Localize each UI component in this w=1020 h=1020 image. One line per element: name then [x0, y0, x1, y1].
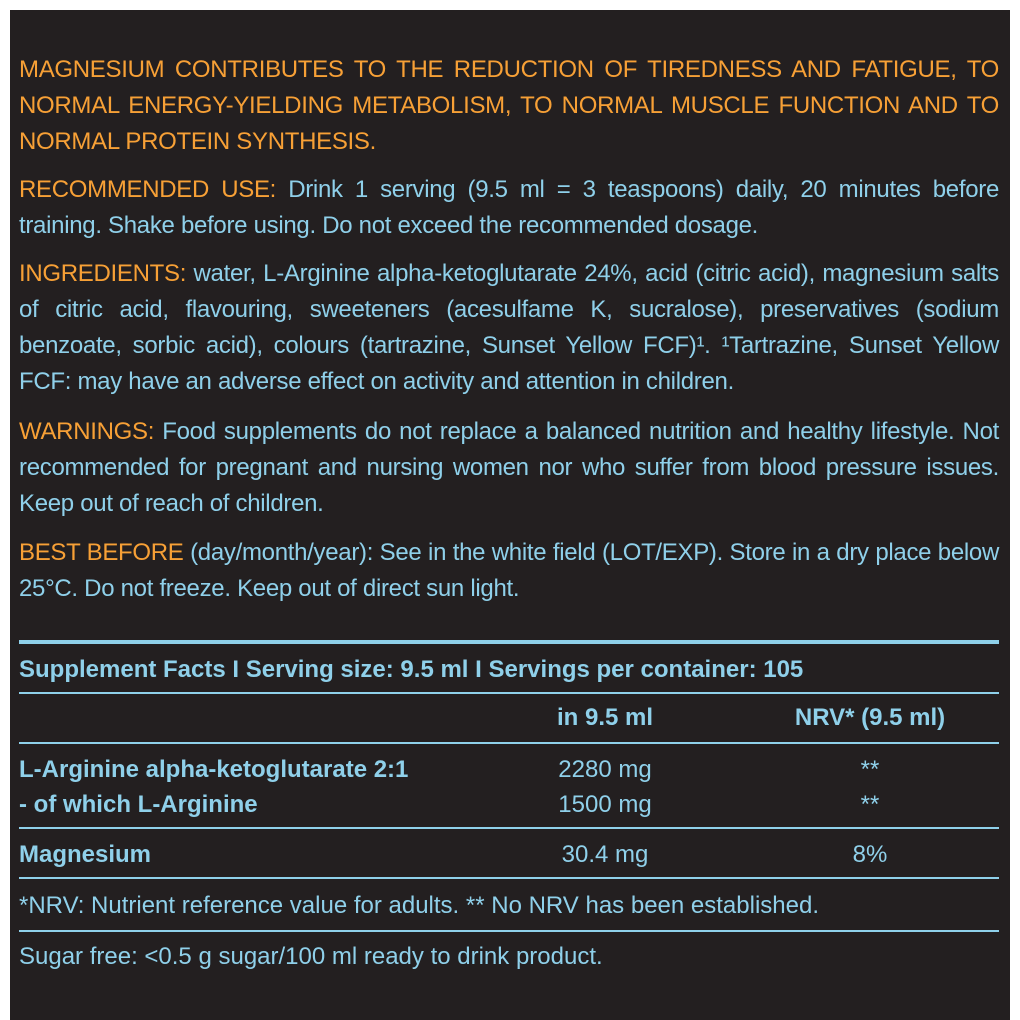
supplement-facts-header: Supplement Facts I Serving size: 9.5 ml I Servings per container: 105: [19, 656, 804, 683]
recommended-use-text: Drink 1 serving (9.5 ml = 3 teaspoons) daily, 20 minutes before training. Shake before using. Do not exceed the recommended dosage.: [19, 176, 999, 239]
warnings-text: Food supplements do not replace a balanced nutrition and healthy lifestyle. Not recommended for pregnant and nursing women nor who suffer from blood pressure issues. Keep out of reach of children.: [19, 418, 999, 517]
recommended-use-section: [19, 172, 999, 244]
label-panel: [10, 10, 1010, 1020]
nrv-footnote: *NRV: Nutrient reference value for adults. ** No NRV has been established.: [19, 892, 819, 919]
row-nrv-arginine-akg: **: [860, 756, 880, 783]
row-name-arginine-akg: L-Arginine alpha-ketoglutarate 2:1: [19, 756, 409, 783]
header-rule: [19, 692, 999, 694]
best-before-text: (day/month/year): See in the white field (LOT/EXP). Store in a dry place below 25°C. Do not freeze. Keep out of direct sun light.: [19, 539, 999, 602]
row-amount-arginine-akg: 2280 mg: [558, 756, 652, 783]
table-top-rule: [19, 640, 999, 644]
nrv-column-header: NRV* (9.5 ml): [794, 704, 946, 731]
row-amount-arginine: 1500 mg: [558, 791, 652, 818]
ingredients-text: water, L-Arginine alpha-ketoglutarate 24%, acid (citric acid), magnesium salts of citric acid, flavouring, sweeteners (acesulfame K, sucralose), preservatives (sodium benzoate, sorbic acid), colours (tartrazine, Sunset Yellow FCF)¹. ¹Tartrazine, Sunset Yellow FCF: may have an adverse effect on activity and attention in children.: [19, 260, 999, 395]
footnote-rule: [19, 930, 999, 932]
row-rule-2: [19, 877, 999, 879]
warnings-section: [19, 414, 999, 522]
recommended-use-label: RECOMMENDED USE:: [19, 176, 277, 203]
health-claim: MAGNESIUM CONTRIBUTES TO THE REDUCTION OF TIREDNESS AND FATIGUE, TO NORMAL ENERGY-YIELDING METABOLISM, TO NORMAL MUSCLE FUNCTION AND TO NORMAL PROTEIN SYNTHESIS.: [19, 56, 999, 155]
row-amount-magnesium: 30.4 mg: [561, 841, 649, 868]
row-name-arginine: - of which L-Arginine: [19, 791, 258, 818]
best-before-section: [19, 535, 999, 607]
warnings-label: WARNINGS:: [19, 418, 155, 445]
best-before-label: BEST BEFORE: [19, 539, 184, 566]
row-nrv-magnesium: 8%: [852, 841, 888, 868]
ingredients-label: INGREDIENTS:: [19, 260, 187, 287]
sugar-free-note: Sugar free: <0.5 g sugar/100 ml ready to drink product.: [19, 943, 603, 970]
row-nrv-arginine: **: [860, 791, 880, 818]
row-name-magnesium: Magnesium: [19, 841, 152, 868]
row-rule-1: [19, 827, 999, 829]
ingredients-section: [19, 256, 999, 400]
amount-column-header: in 9.5 ml: [556, 704, 654, 731]
column-header-rule: [19, 742, 999, 744]
